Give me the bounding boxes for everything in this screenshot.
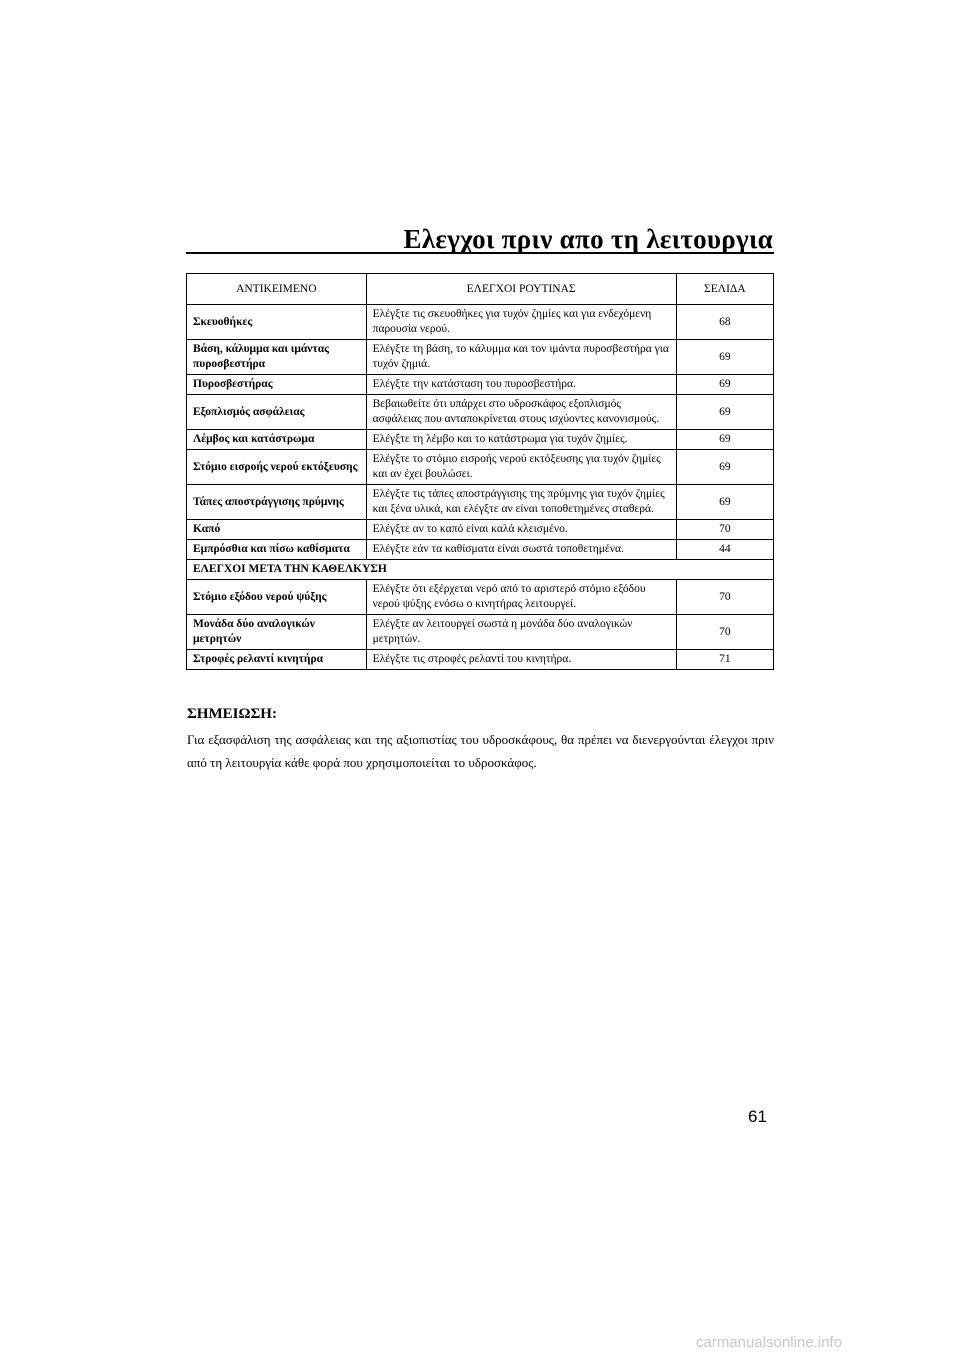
note-heading: ΣΗΜΕΙΩΣΗ: [187,706,277,722]
table-row [187,580,774,615]
row-check: Ελέγξτε αν λειτουργεί σωστά η μονάδα δύο αναλογικών μετρητών. [366,615,676,650]
row-item: Πυροσβεστήρας [187,375,367,395]
column-header-checks: ΕΛΕΓΧΟΙ ΡΟΥΤΙΝΑΣ [366,274,676,305]
row-check: Ελέγξτε ότι εξέρχεται νερό από το αριστερό στόμιο εξόδου νερού ψύξης ενόσω ο κινητήρας λειτουργεί. [366,580,676,615]
table-row [187,395,774,430]
row-item: Σκευοθήκες [187,305,367,340]
row-item: Βάση, κάλυμμα και ιμάντας πυροσβεστήρα [187,340,367,375]
table-row [187,520,774,540]
section-label: ΕΛΕΓΧΟΙ ΜΕΤΑ ΤΗΝ ΚΑΘΕΛΚΥΣΗ [187,560,774,580]
title-divider [186,252,774,254]
row-page: 69 [676,340,773,375]
watermark: carmanualsonline.info [696,1334,842,1351]
table-row [187,485,774,520]
row-page: 71 [676,650,773,670]
row-check: Ελέγξτε εάν τα καθίσματα είναι σωστά τοποθετημένα. [366,540,676,560]
row-check: Ελέγξτε τις τάπες αποστράγγισης της πρύμνης για τυχόν ζημίες και ξένα υλικά, και ελέγξτε αν είναι τοποθετημένες σταθερά. [366,485,676,520]
table-header-row [187,274,774,305]
row-check: Ελέγξτε αν το καπό είναι καλά κλεισμένο. [366,520,676,540]
row-check: Ελέγξτε τις σκευοθήκες για τυχόν ζημίες και για ενδεχόμενη παρουσία νερού. [366,305,676,340]
row-page: 69 [676,375,773,395]
table-row [187,305,774,340]
page-number: 61 [748,1107,767,1126]
table-row [187,540,774,560]
row-page: 44 [676,540,773,560]
table-row [187,650,774,670]
row-check: Ελέγξτε το στόμιο εισροής νερού εκτόξευσης για τυχόν ζημίες και αν έχει βουλώσει. [366,450,676,485]
page-title: Ελεγχοι πριν απο τη λειτουργια [403,224,773,254]
row-item: Καπό [187,520,367,540]
row-check: Βεβαιωθείτε ότι υπάρχει στο υδροσκάφος εξοπλισμός ασφάλειας που ανταποκρίνεται στους ισχύοντες κανονισμούς. [366,395,676,430]
column-header-page: ΣΕΛΙΔΑ [676,274,773,305]
column-header-item: ΑΝΤΙΚΕΙΜΕΝΟ [187,274,367,305]
table-row [187,375,774,395]
row-page: 70 [676,580,773,615]
row-item: Στόμιο εξόδου νερού ψύξης [187,580,367,615]
row-item: Στροφές ρελαντί κινητήρα [187,650,367,670]
row-item: Λέμβος και κατάστρωμα [187,430,367,450]
row-page: 69 [676,485,773,520]
row-item: Εμπρόσθια και πίσω καθίσματα [187,540,367,560]
table-row [187,430,774,450]
note-text: Για εξασφάλιση της ασφάλειας και της αξιοπιστίας του υδροσκάφους, θα πρέπει να διενεργούνται έλεγχοι πριν από τη λειτουργία κάθε φορά που χρησιμοποιείται το υδροσκάφος. [187,732,774,770]
row-item: Στόμιο εισροής νερού εκτόξευσης [187,450,367,485]
row-check: Ελέγξτε τη λέμβο και το κατάστρωμα για τυχόν ζημίες. [366,430,676,450]
table-row [187,615,774,650]
table-row [187,450,774,485]
row-check: Ελέγξτε τη βάση, το κάλυμμα και τον ιμάντα πυροσβεστήρα για τυχόν ζημιά. [366,340,676,375]
row-check: Ελέγξτε τις στροφές ρελαντί του κινητήρα. [366,650,676,670]
row-item: Μονάδα δύο αναλογικών μετρητών [187,615,367,650]
row-item: Εξοπλισμός ασφάλειας [187,395,367,430]
row-page: 70 [676,520,773,540]
table-row [187,340,774,375]
section-row [187,560,774,580]
checks-table [186,273,774,670]
row-check: Ελέγξτε την κατάσταση του πυροσβεστήρα. [366,375,676,395]
row-page: 69 [676,450,773,485]
row-page: 70 [676,615,773,650]
row-page: 69 [676,430,773,450]
row-page: 69 [676,395,773,430]
row-item: Τάπες αποστράγγισης πρύμνης [187,485,367,520]
row-page: 68 [676,305,773,340]
